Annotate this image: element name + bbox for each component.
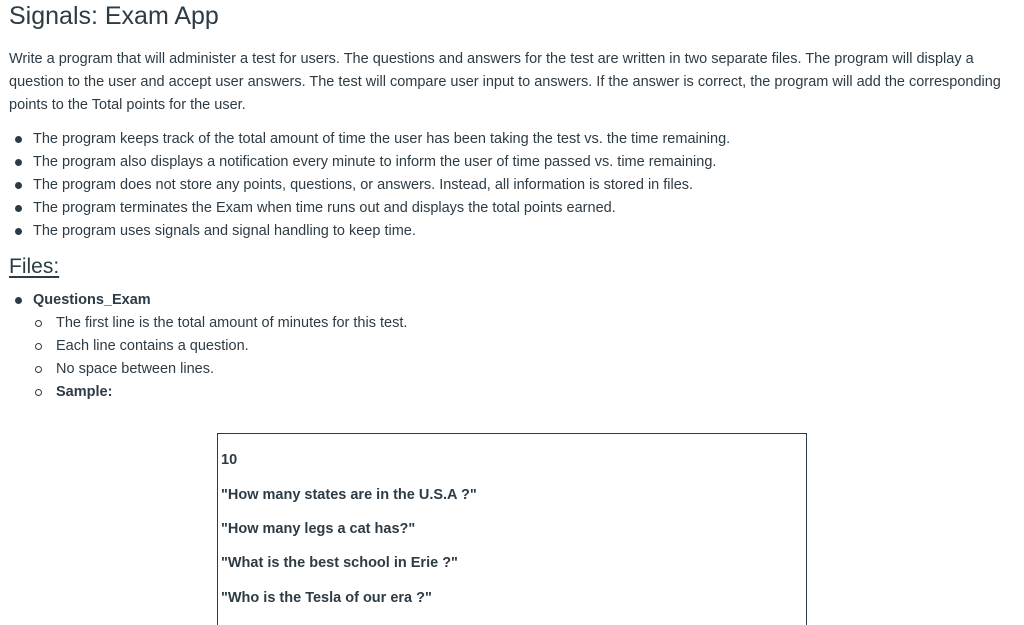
sample-line: "How many legs a cat has?" bbox=[221, 521, 416, 537]
sample-box bbox=[217, 433, 807, 625]
sample-label: Sample: bbox=[33, 381, 407, 404]
file-details-list bbox=[33, 312, 407, 404]
page-title: Signals: Exam App bbox=[9, 2, 219, 30]
file-detail-item: Each line contains a question. bbox=[33, 335, 407, 358]
files-heading: Files: bbox=[9, 255, 60, 278]
file-item bbox=[0, 289, 407, 404]
feature-item: The program also displays a notification every minute to inform the user of time passed vs. time remaining. bbox=[0, 151, 730, 174]
sample-line: "How many states are in the U.S.A ?" bbox=[221, 487, 477, 503]
file-detail-item: The first line is the total amount of minutes for this test. bbox=[33, 312, 407, 335]
feature-item: The program keeps track of the total amount of time the user has been taking the test vs. the time remaining. bbox=[0, 128, 730, 151]
files-list bbox=[0, 289, 407, 404]
sample-line: "Who is the Tesla of our era ?" bbox=[221, 590, 432, 606]
feature-list bbox=[0, 128, 730, 243]
feature-item: The program terminates the Exam when time runs out and displays the total points earned. bbox=[0, 197, 730, 220]
feature-item: The program uses signals and signal handling to keep time. bbox=[0, 220, 730, 243]
intro-paragraph: Write a program that will administer a test for users. The questions and answers for the test are written in two separate files. The program will display a question to the user and accept user answers. The test will compare user input to answers. If the answer is correct, the program will add the corresponding points to the Total points for the user. bbox=[9, 51, 1001, 113]
sample-line: "What is the best school in Erie ?" bbox=[221, 555, 458, 571]
file-name: Questions_Exam bbox=[33, 292, 151, 308]
file-detail-item: No space between lines. bbox=[33, 358, 407, 381]
feature-item: The program does not store any points, questions, or answers. Instead, all information is stored in files. bbox=[0, 174, 730, 197]
sample-line: 10 bbox=[221, 452, 238, 468]
